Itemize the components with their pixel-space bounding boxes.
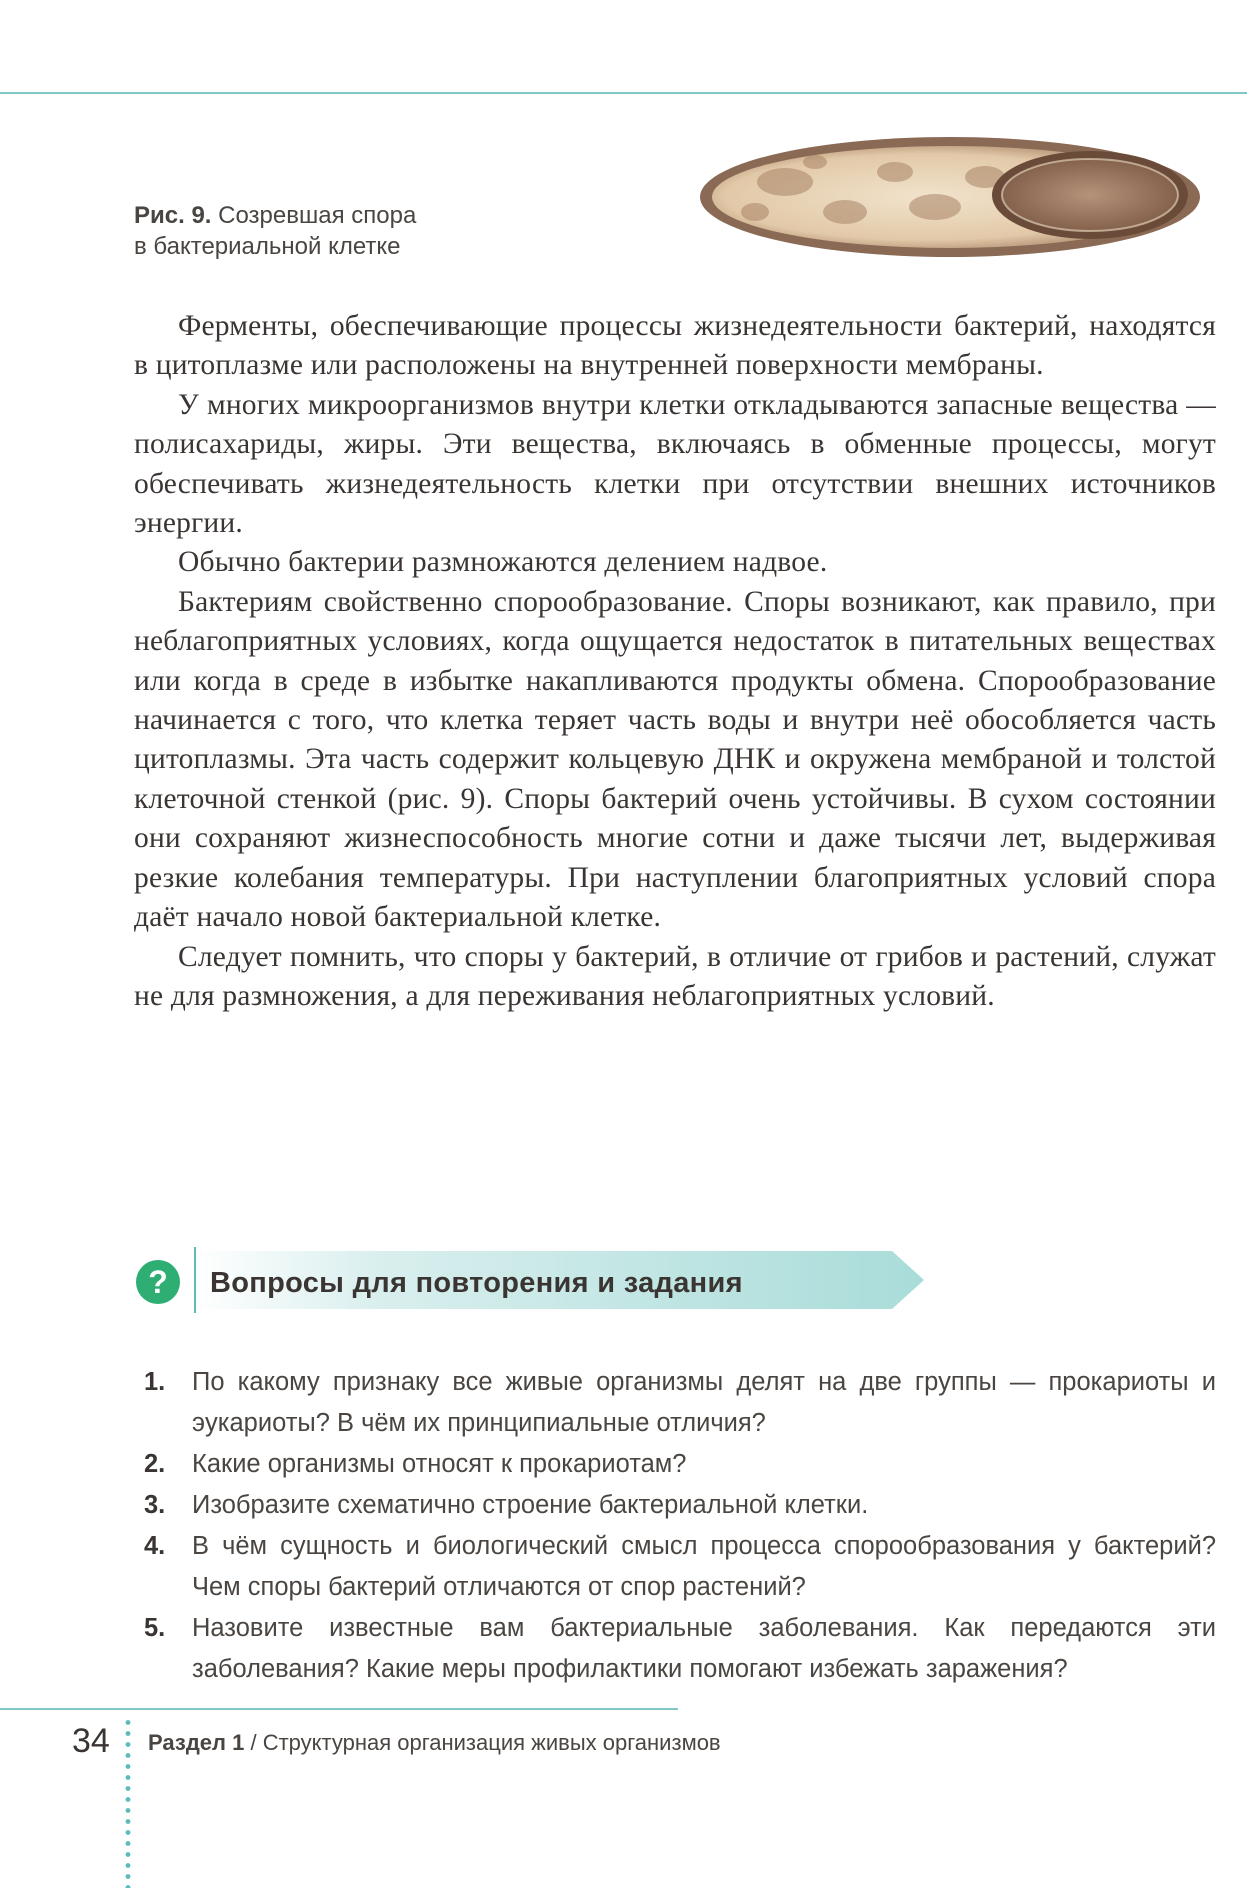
question-number: 2. bbox=[144, 1450, 166, 1478]
question-number: 3. bbox=[144, 1491, 166, 1519]
question-text: По какому признаку все живые организмы делят на две группы — прокариоты и эукариоты? В чём их принципиальные отличия? bbox=[192, 1368, 1216, 1437]
paragraph: Обычно бактерии размножаются делением надвое. bbox=[178, 546, 828, 579]
dotted-margin-line bbox=[125, 1717, 131, 1888]
question-number: 5. bbox=[144, 1614, 166, 1642]
question-text: Назовите известные вам бактериальные заболевания. Как передаются эти заболевания? Какие меры профилактики помогают избежать заражения? bbox=[192, 1614, 1216, 1683]
question-text: Изобразите схематично строение бактериальной клетки. bbox=[192, 1491, 869, 1519]
page-number: 34 bbox=[72, 1722, 110, 1760]
question-item bbox=[144, 1608, 1216, 1690]
question-number: 4. bbox=[144, 1532, 166, 1560]
question-number: 1. bbox=[144, 1368, 166, 1396]
caption-line-1: Созревшая спора bbox=[218, 202, 417, 229]
questions-list bbox=[144, 1362, 1216, 1690]
paragraph: Ферменты, обеспечивающие процессы жизнедеятельности бактерий, находятся в цитоплазме или расположены на внутренней поверхности мембраны. bbox=[134, 310, 1216, 382]
section-title: Структурная организация живых организмов bbox=[262, 1730, 721, 1755]
main-text bbox=[134, 307, 1216, 1016]
figure-caption bbox=[134, 200, 554, 262]
questions-title: Вопросы для повторения и задания bbox=[210, 1267, 743, 1299]
questions-header bbox=[134, 1245, 924, 1315]
footer-rule bbox=[0, 1708, 678, 1710]
question-text: Какие организмы относят к прокариотам? bbox=[192, 1450, 687, 1478]
caption-line-2: в бактериальной клетке bbox=[134, 233, 401, 260]
bacterial-spore-figure bbox=[695, 132, 1205, 262]
question-item bbox=[144, 1444, 1216, 1485]
paragraph: Следует помнить, что споры у бактерий, в отличие от грибов и растений, служат не для размножения, а для переживания неблагоприятных условий. bbox=[134, 940, 1216, 1012]
spore-illustration bbox=[695, 132, 1205, 262]
paragraph: Бактериям свойственно спорообразование. Споры возникают, как правило, при неблагоприятных условиях, когда ощущается недостаток в питательных веществах или когда в среде в избытке накапливаются продукты обмена. Спорообразование начинается с того, что клетка теряет часть воды и внутри неё обособляется часть цитоплазмы. Эта часть содержит кольцевую ДНК и окружена мембраной и толстой клеточной стенкой (рис. 9). Споры бактерий очень устойчивы. В сухом состоянии они сохраняют жизнеспособность многие сотни и даже тысячи лет, выдерживая резкие колебания температуры. При наступлении благоприятных условий спора даёт начало новой бактериальной клетке. bbox=[134, 585, 1216, 934]
top-rule bbox=[0, 92, 1247, 94]
figure-label: Рис. 9. bbox=[134, 202, 212, 229]
section-label: Раздел 1 bbox=[148, 1730, 245, 1755]
question-text: В чём сущность и биологический смысл процесса спорообразования у бактерий? Чем споры бактерий отличаются от спор растений? bbox=[192, 1532, 1216, 1601]
running-footer bbox=[148, 1730, 721, 1756]
footer-separator: / bbox=[244, 1730, 263, 1755]
question-mark-icon: ? bbox=[136, 1260, 180, 1304]
question-item bbox=[144, 1485, 1216, 1526]
question-item bbox=[144, 1362, 1216, 1444]
paragraph: У многих микроорганизмов внутри клетки откладываются запасные вещества — полисахариды, жиры. Эти вещества, включаясь в обменные процессы, могут обеспечивать жизнедеятельность клетки при отсутствии внешних источников энергии. bbox=[134, 388, 1216, 540]
question-item bbox=[144, 1526, 1216, 1608]
